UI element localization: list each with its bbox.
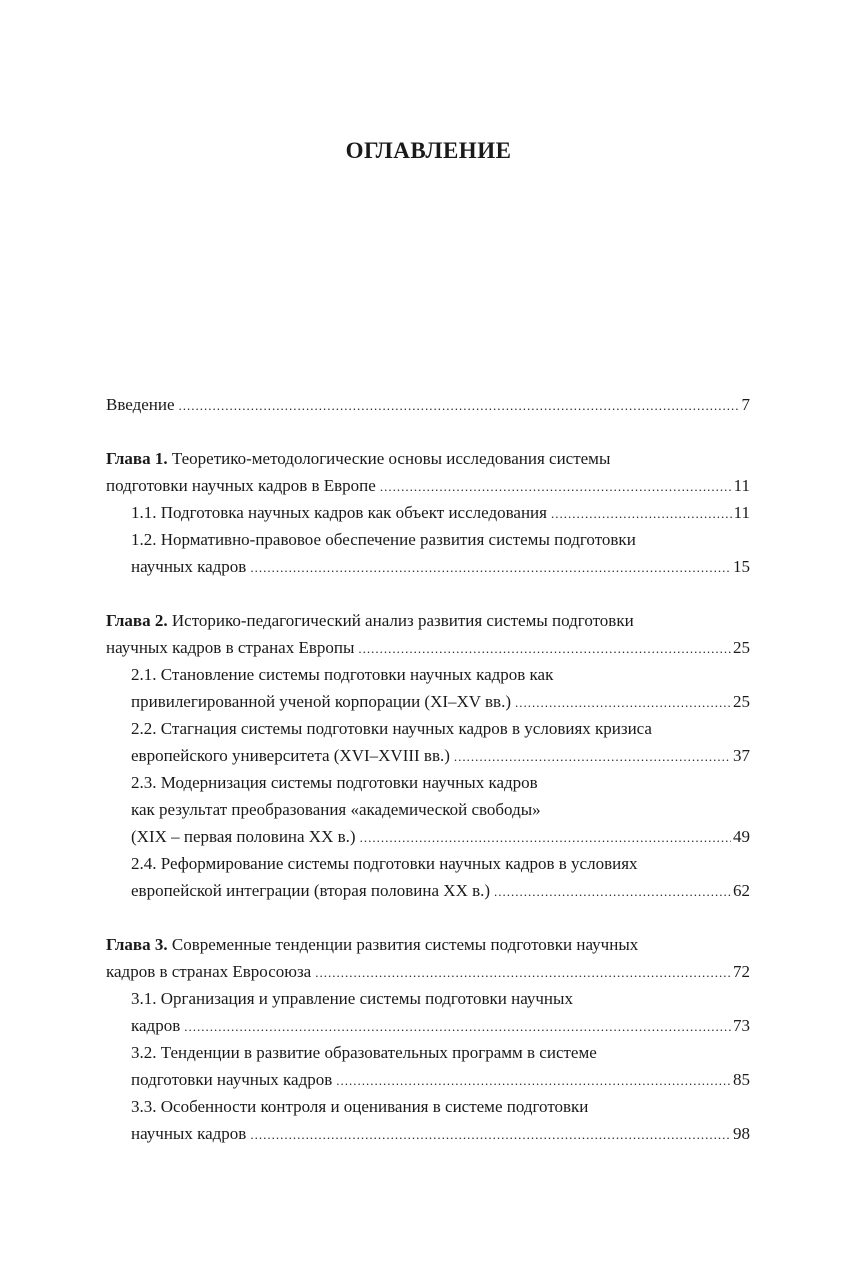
- toc-page-number: 11: [733, 476, 750, 495]
- chapter-title: подготовки научных кадров в Европе: [106, 476, 376, 495]
- toc-chapter-1-line-2: [106, 472, 750, 499]
- toc-section-1-2-line-2: [106, 553, 750, 580]
- toc-page-number: 73: [733, 1016, 750, 1035]
- toc-entry-text: Введение: [106, 395, 175, 414]
- toc-section-3-2-line-2: [106, 1066, 750, 1093]
- toc-chapter-2-line-1: [106, 607, 750, 634]
- toc-page-number: 11: [733, 503, 750, 522]
- section-title: как результат преобразования «академической свободы»: [131, 800, 541, 819]
- dot-leader: [515, 689, 731, 716]
- toc-section-2-1-line-2: [106, 688, 750, 715]
- toc-page-number: 85: [733, 1070, 750, 1089]
- toc-section-2-4-line-2: [106, 877, 750, 904]
- toc-section-2-3-line-3: [106, 823, 750, 850]
- toc-chapter-3-line-2: [106, 958, 750, 985]
- dot-leader: [358, 635, 731, 662]
- chapter-title: кадров в странах Евросоюза: [106, 962, 312, 981]
- chapter-title: Историко-педагогический анализ развития системы подготовки: [171, 611, 634, 630]
- toc-page-number: 15: [733, 557, 750, 576]
- section-title: европейской интеграции (вторая половина XX в.): [131, 881, 491, 900]
- section-title: 3.3. Особенности контроля и оценивания в системе подготовки: [131, 1097, 589, 1116]
- dot-leader: [250, 1121, 731, 1148]
- section-title: 2.3. Модернизация системы подготовки научных кадров: [131, 773, 538, 792]
- dot-leader: [494, 878, 731, 905]
- toc-page-number: 7: [741, 395, 750, 414]
- toc-page-number: 49: [733, 827, 750, 846]
- section-title: 1.1. Подготовка научных кадров как объект исследования: [131, 503, 547, 522]
- section-title: (XIX – первая половина XX в.): [131, 827, 356, 846]
- chapter-title: Современные тенденции развития системы подготовки научных: [171, 935, 639, 954]
- toc-page-number: 25: [733, 692, 750, 711]
- toc-chapter-3-line-1: [106, 931, 750, 958]
- section-title: научных кадров: [131, 557, 247, 576]
- section-title: 2.1. Становление системы подготовки научных кадров как: [131, 665, 554, 684]
- dot-leader: [380, 473, 732, 500]
- dot-leader: [250, 554, 731, 581]
- dot-leader: [336, 1067, 731, 1094]
- section-title: 3.2. Тенденции в развитие образовательных программ в системе: [131, 1043, 597, 1062]
- chapter-label: Глава 2.: [106, 611, 168, 630]
- toc-chapter-1-line-1: [106, 445, 750, 472]
- toc-section-1-1: [106, 499, 750, 526]
- dot-leader: [315, 959, 731, 986]
- dot-leader: [179, 392, 740, 419]
- section-title: 1.2. Нормативно-правовое обеспечение развития системы подготовки: [131, 530, 636, 549]
- chapter-label: Глава 3.: [106, 935, 168, 954]
- section-title: 3.1. Организация и управление системы подготовки научных: [131, 989, 573, 1008]
- section-title: подготовки научных кадров: [131, 1070, 333, 1089]
- toc-section-2-1-line-1: [106, 661, 750, 688]
- section-title: привилегированной ученой корпорации (XI–XV вв.): [131, 692, 511, 711]
- section-title: научных кадров: [131, 1124, 247, 1143]
- toc-section-2-3-line-1: [106, 769, 750, 796]
- toc-section-3-3-line-2: [106, 1120, 750, 1147]
- section-title: 2.2. Стагнация системы подготовки научных кадров в условиях кризиса: [131, 719, 652, 738]
- table-of-contents: [106, 391, 750, 1147]
- toc-page-number: 37: [733, 746, 750, 765]
- chapter-title: научных кадров в странах Европы: [106, 638, 355, 657]
- chapter-label: Глава 1.: [106, 449, 168, 468]
- chapter-title: Теоретико-методологические основы исследования системы: [171, 449, 611, 468]
- toc-section-2-2-line-1: [106, 715, 750, 742]
- toc-section-3-2-line-1: [106, 1039, 750, 1066]
- dot-leader: [360, 824, 731, 851]
- toc-page-number: 72: [733, 962, 750, 981]
- toc-chapter-2-line-2: [106, 634, 750, 661]
- page-title: ОГЛАВЛЕНИЕ: [345, 138, 512, 163]
- toc-section-2-3-line-2: [106, 796, 750, 823]
- toc-section-3-1-line-1: [106, 985, 750, 1012]
- toc-page-number: 98: [733, 1124, 750, 1143]
- section-title: 2.4. Реформирование системы подготовки научных кадров в условиях: [131, 854, 638, 873]
- toc-section-2-2-line-2: [106, 742, 750, 769]
- toc-page-number: 62: [733, 881, 750, 900]
- toc-entry-intro: [106, 391, 750, 418]
- dot-leader: [184, 1013, 731, 1040]
- toc-section-3-1-line-2: [106, 1012, 750, 1039]
- toc-section-1-2-line-1: [106, 526, 750, 553]
- toc-section-2-4-line-1: [106, 850, 750, 877]
- toc-section-3-3-line-1: [106, 1093, 750, 1120]
- section-title: кадров: [131, 1016, 181, 1035]
- toc-page-number: 25: [733, 638, 750, 657]
- dot-leader: [454, 743, 731, 770]
- section-title: европейского университета (XVI–XVIII вв.): [131, 746, 450, 765]
- dot-leader: [551, 500, 732, 527]
